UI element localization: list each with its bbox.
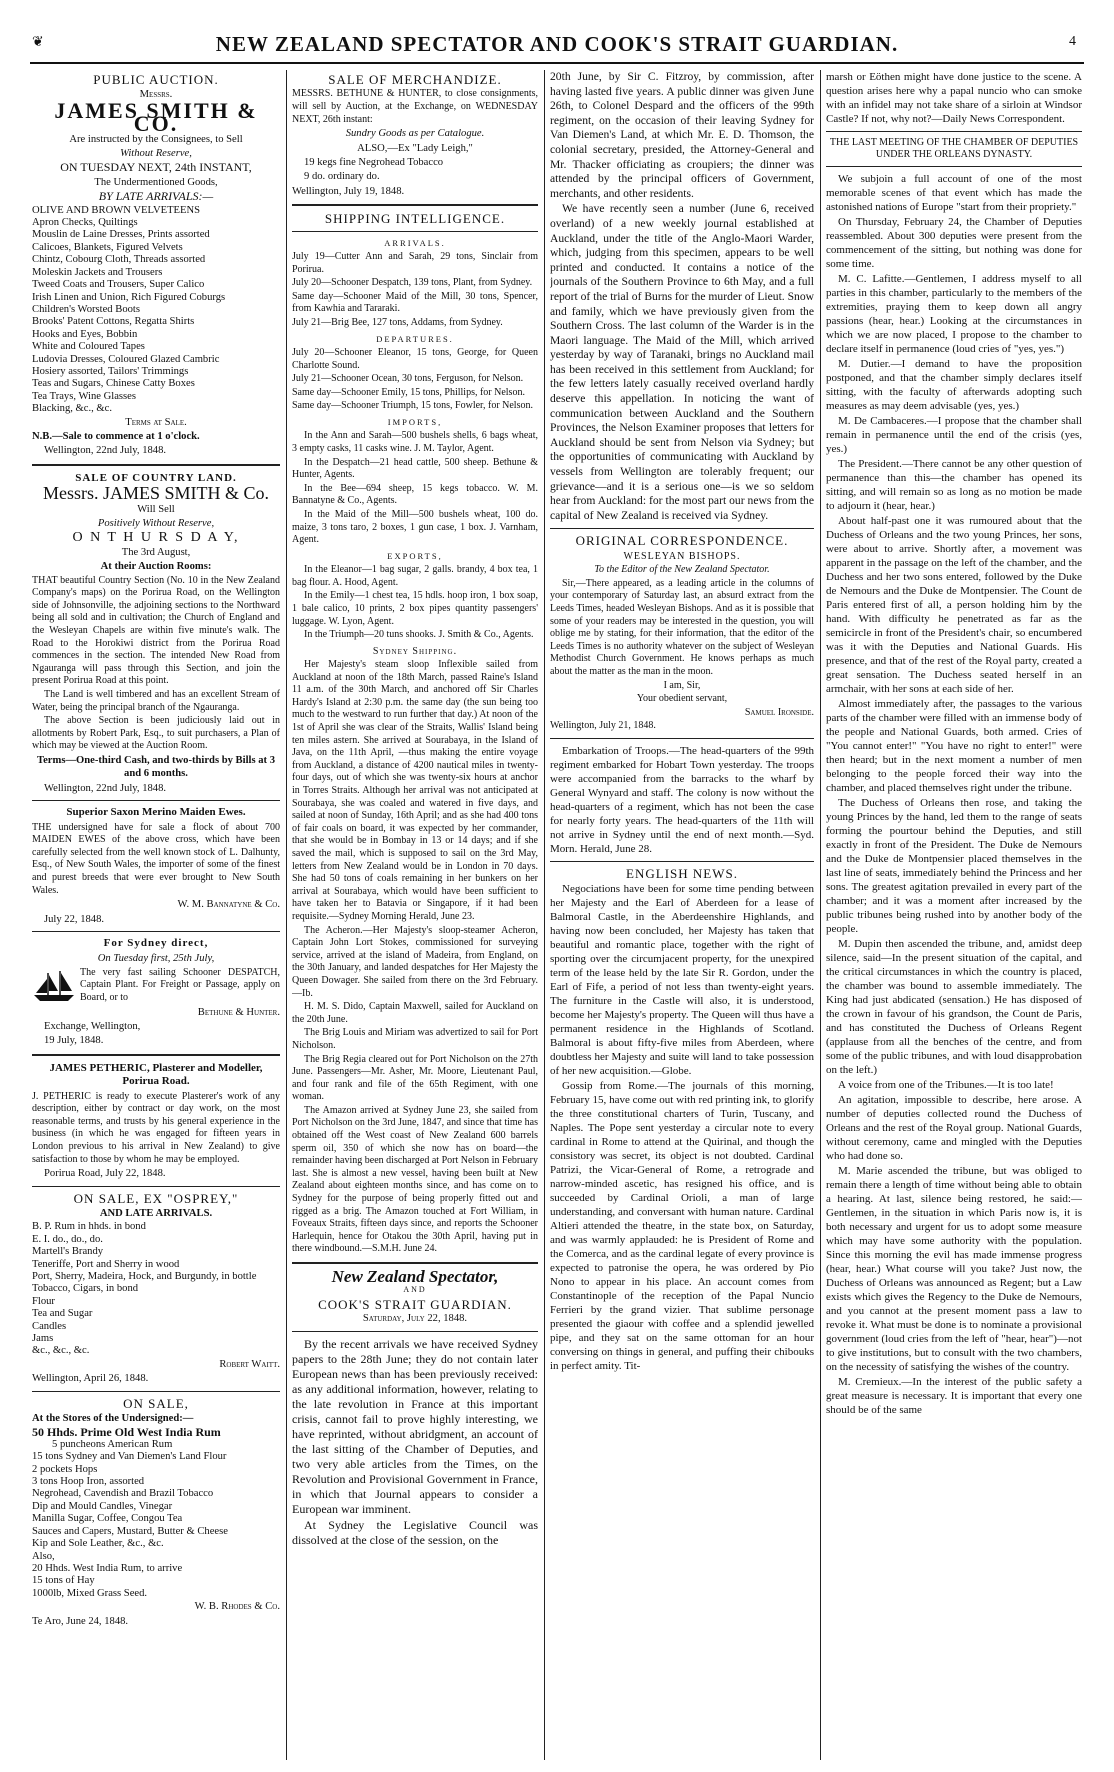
list-item: E. I. do., do., do.	[32, 1233, 103, 1245]
letter-text: Sir,—There appeared, as a leading article in the columns of your contemporary of Saturday last, an absurd extract from the Leeds Times, headed Wesleyan Bishops. And as it is possible that some of your readers may be interested in the question, you will oblige me by stating, for their information, that the editor of the Leeds Times is no authority whatever on the subject of Wesleyan Methodist Church Government. He knows perhaps as much about the matter as the man in the moon.	[550, 577, 814, 677]
list-item: Hosiery assorted, Tailors' Trimmings	[32, 365, 189, 377]
arrivals-heading: ARRIVALS.	[384, 237, 446, 248]
divider	[32, 1391, 280, 1392]
list-item: In the Ann and Sarah—500 bushels shells, 6 bags wheat, 3 empty casks, 11 casks wine. J. M. Taylor, Agent.	[292, 430, 538, 454]
merchandize-heading: SALE OF MERCHANDIZE.	[328, 72, 502, 87]
list-item: Brooks' Patent Cottons, Regatta Shirts	[32, 316, 195, 328]
list-item: July 20—Schooner Eleanor, 15 tons, George, for Queen Charlotte Sound.	[292, 347, 538, 371]
news-item: The Acheron.—Her Majesty's sloop-steamer Acheron, Captain John Lort Stokes, commissioned for surveying service, arrived at the island of Madeira, from England, on the 30th January, and landed despatches for Her Majesty the Queen Dowager. She sailed from there on the 3rd February.—Ib.	[292, 924, 538, 999]
list-item: Negrohead, Cavendish and Brazil Tobacco	[32, 1488, 214, 1500]
list-item: Tweed Coats and Trousers, Super Calico	[32, 279, 205, 291]
letter-signature: Samuel Ironside.	[744, 706, 814, 718]
column-3	[550, 70, 814, 1760]
list-item: 50 Hhds. Prime Old West India Rum	[32, 1425, 221, 1440]
land-description: THAT beautiful Country Section (No. 10 in the New Zealand Company's maps) on the Porirua Road, on the Wellington side of Johnsonville, the adjoining sections to the Northward being all sold and in cultivation; the Church of England and the Wesleyan Chapels are within five minute's walk. The Road to the Horokiwi district from the Porirua Road commences in the section. The intended New Road from Ngauranga will pass through this Section, and join the present Porirua Road at this point.	[32, 574, 280, 687]
report-paragraph: The President.—There cannot be any other question of permanence than this—the chamber has opened its sitting, and will remain so as long as no motion be made to adjourn it (hear, hear.)	[826, 458, 1082, 512]
chamber-heading: THE LAST MEETING OF THE CHAMBER OF DEPUTIES UNDER THE ORLEANS DYNASTY.	[829, 137, 1079, 160]
news-item: The Brig Louis and Miriam was advertized to sail for Port Nicholson.	[292, 1027, 538, 1051]
positively: Positively Without Reserve,	[97, 518, 215, 529]
list-item: Tea and Sugar	[32, 1308, 93, 1320]
petheric-heading: JAMES PETHERIC, Plasterer and Modeller, Porirua Road.	[49, 1061, 263, 1088]
list-item: 1000lb, Mixed Grass Seed.	[32, 1587, 148, 1599]
divider	[292, 1262, 538, 1264]
page-title: NEW ZEALAND SPECTATOR AND COOK'S STRAIT GUARDIAN.	[215, 32, 899, 56]
paper-title: New Zealand Spectator,	[331, 1267, 499, 1286]
paper-and: AND	[403, 1285, 427, 1295]
list-item: Tobacco, Cigars, in bond	[32, 1283, 139, 1295]
list-item: In the Triumph—20 tuns shooks. J. Smith & Co., Agents.	[304, 629, 534, 641]
late-arrivals: BY LATE ARRIVALS:—	[98, 189, 214, 204]
ewes-heading: Superior Saxon Merino Maiden Ewes.	[66, 806, 246, 819]
merchandize-text: MESSRS. BETHUNE & HUNTER, to close consignments, will sell by Auction, at the Exchange, on WEDNESDAY NEXT, 26th instant:	[292, 88, 538, 125]
news-text: Gossip from Rome.—The journals of this morning, February 15, have come out with red printing ink, to glorify the three constitutional charters of Turin, Tuscany, and Naples. The Pope sent yesterday a circular note to every cardinal in Rome to attend at the Quirinal, and though the consistory was secret, its object is not doubted. Cardinal Patrizi, the Vicar-General of Rome, a retrograde and narrow-minded ascetic, has resigned his office, and is succeeded by Cardinal Orioli, a man of large understanding, and conversant with human nature. Cardinal Altieri attended the theatre, in the state box, on Saturday, and was warmly applauded: he is President of Rome and the Comerca, and as the cardinal legate of every province is expected to patronise the opera, he was ordered by Pio Nono to appear in his place. An account comes from Constantinople of the reception of the Papal Nuncio Ferrieri by the grand vizier. That sublime personage presented the giaour with coffee and a splendid jewelled pipe, and they sat on the same ottoman for an hour conversing on things in general, and puffing their chibouks in perfect amity. Tit-	[550, 1080, 814, 1373]
list-item: Moleskin Jackets and Trousers	[32, 266, 163, 278]
divider	[292, 231, 538, 232]
correspondence-heading: ORIGINAL CORRESPONDENCE.	[575, 533, 789, 549]
exports-list	[292, 564, 538, 642]
list-item: Irish Linen and Union, Rich Figured Coburgs	[32, 291, 226, 303]
list-item: 15 tons of Hay	[32, 1575, 95, 1587]
letter-sign: I am, Sir,	[663, 679, 701, 691]
list-item: Sauces and Capers, Mustard, Butter & Cheese	[32, 1525, 228, 1537]
petheric-text: J. PETHERIC is ready to execute Plasterer's work of any description, either by contract or day work, on the most reasonable terms, and trusts by his general experience in the business (in which he was engaged for fifteen years in London previous to his arrival in New Zealand) to give satisfaction to those by whom he may be employed.	[32, 1090, 280, 1165]
list-item: In the Bee—694 sheep, 15 kegs tobacco. W. M. Bannatyne & Co., Agents.	[292, 482, 538, 507]
merchandize-goods: Sundry Goods as per Catalogue.	[345, 128, 485, 140]
column-divider	[286, 70, 287, 1760]
list-item: B. P. Rum in hhds. in bond	[32, 1221, 146, 1233]
divider	[32, 1186, 280, 1187]
list-item: &c., &c., &c.	[32, 1345, 90, 1357]
messrs-label: Messrs.	[139, 89, 173, 101]
report-paragraph: The Duchess of Orleans then rose, and taking the young Princes by the hand, led them to the range of seats forming the pourtour behind the Deputies, and still exactly in front of the President. The Duke de Nemours and the Duke de Montpensier placed themselves in the last line of seats, immediately behind the Princess and her sons. The greatest agitation prevailed in every part of the chamber; and it was a moment after increased by the public tribunes being rushed into by another body of the people.	[826, 797, 1082, 935]
list-item: July 20—Schooner Despatch, 139 tons, Plant, from Sydney.	[292, 277, 533, 289]
divider	[826, 166, 1082, 167]
osprey-heading: ON SALE, EX "OSPREY,"	[73, 1190, 239, 1206]
list-item: In the Despatch—21 head cattle, 500 sheep. Bethune & Hunter, Agents.	[292, 456, 538, 481]
departures-heading: DEPARTURES.	[376, 333, 454, 344]
imports-heading: IMPORTS,	[387, 416, 443, 427]
news-item: The Amazon arrived at Sydney June 23, she sailed from Port Nicholson on the 3rd June, 1847, and since that time has obtained off the West coast of New Zealand 600 barrels sperm oil, 350 of which she now has on board—the remainder having been discharged at Port Nelson in February last. She is almost a new vessel, having been built at New Zealand about eighteen months since, and has come on to Sydney for the purpose of being properly fitted out and rigged as a brig. The Amazon touched at Fort William, in Foveaux Straits, fifteen days since, and reports the Schooner Harlequin, hence for Otakou the 30th April, having put in there windbound.—S.M.H. June 24.	[292, 1104, 538, 1255]
to-editor: To the Editor of the New Zealand Spectator.	[594, 564, 770, 576]
auction-reserve: Without Reserve,	[120, 148, 192, 160]
list-item: July 21—Schooner Ocean, 30 tons, Ferguson, for Nelson.	[292, 373, 524, 385]
masthead	[30, 28, 1084, 64]
list-item: Children's Worsted Boots	[32, 303, 140, 315]
dateline: Wellington, 22nd July, 1848.	[44, 445, 167, 457]
land-heading: SALE OF COUNTRY LAND.	[75, 471, 237, 484]
news-item: H. M. S. Dido, Captain Maxwell, sailed for Auckland on the 20th June.	[292, 1001, 538, 1025]
news-item: Her Majesty's steam sloop Inflexible sailed from Auckland at noon of the 18th March, passed Raine's Island 11 a.m. of the 30th March, and anchored off Sir Charles Hardy's Island at 2:30 p.m. the same day (the sun being too much to the westward to run further that day.) At noon of the 1st of April she was clear of the Straits, Wallis' Island being ten miles astern. She arrived at Sourabaya, in the Island of Java, on the 11th April, —thus making the entire voyage from Auckland, a distance of 4200 nautical miles in twenty-four days, out of which she was twenty-six hours at anchor in Torres Straits. Although her arrival was not anticipated at Sourabaya, she was coaled and watered in five days, and sailed at noon of Sunday, 16th April; and as she had 400 tons of fair coals on board, it was expected by her commander, that she would be in Bombay in 13 or 14 days; and if she saved the mail, which is supposed to sail on the 3rd May, letters from New Zealand would be in London in 70 days. She had 50 tons of coals remaining in her bunkers on her arrival at Sourabaya, which would have been sufficient to have taken her to Batavia or Singapore, if it had been requisite.—Sydney Morning Herald, June 23.	[292, 659, 538, 922]
dateline: Wellington, July 19, 1848.	[292, 185, 405, 197]
list-item: Tea Trays, Wine Glasses	[32, 390, 136, 402]
dateline: Te Aro, June 24, 1848.	[32, 1615, 129, 1627]
divider	[550, 861, 814, 862]
report-paragraph: M. Cremieux.—In the interest of the public safety a great measure is necessary. It is important that every one should be of the same	[826, 1376, 1082, 1416]
list-item: Teas and Sugars, Chinese Catty Boxes	[32, 378, 195, 390]
report-paragraph: M. C. Lafitte.—Gentlemen, I address myself to all parties in this chamber, particularly to the members of the extremities, praying them to keep down all angry passions (hear, hear.) Looking at the circumstances in which we are now placed, I propose to the chamber to declare itself in permanence (loud cries of "yes, yes.")	[826, 273, 1082, 355]
dateline: Wellington, July 21, 1848.	[550, 720, 656, 732]
auctioneer-name: JAMES SMITH & CO.	[54, 97, 258, 137]
report-paragraph: An agitation, impossible to describe, here arose. A number of deputies collected round the Duchess of Orleans and the rest of the Royal group. National Guards, without ceremony, came and mingled with the Deputies who had done so.	[826, 1094, 1082, 1162]
report-paragraph: On Thursday, February 24, the Chamber of Deputies reassembled. About 300 deputies were present from the commencement of the sitting, but nothing was done for some time.	[826, 216, 1082, 270]
list-item: July 19—Cutter Ann and Sarah, 29 tons, Sinclair from Porirua.	[292, 251, 538, 275]
onsale-sub: At the Stores of the Undersigned:—	[32, 1413, 194, 1425]
sale-day: O N T H U R S D A Y,	[72, 530, 240, 546]
list-item: 2 pockets Hops	[32, 1463, 98, 1475]
onsale-list	[32, 1426, 280, 1600]
ornament-icon: ❦	[32, 35, 44, 50]
list-item: 3 tons Hoop Iron, assorted	[32, 1476, 145, 1488]
land-terms: Terms—One-third Cash, and two-thirds by Bills at 3 and 6 months.	[37, 754, 275, 780]
list-item: Kip and Sole Leather, &c., &c.	[32, 1538, 164, 1550]
onsale-signature: W. B. Rhodes & Co.	[194, 1601, 280, 1613]
list-item: Teneriffe, Port and Sherry in wood	[32, 1258, 180, 1270]
editorial-text: At Sydney the Legislative Council was dissolved at the close of the session, on the	[292, 1517, 538, 1547]
auction-goods-intro: The Undermentioned Goods,	[94, 176, 218, 188]
news-item: The Brig Regia cleared out for Port Nicholson on the 27th June. Passengers—Mr. Asher, Mr. Moore, Lieutenant Paul, and four rank and file of the 65th Regiment, with one woman.	[292, 1053, 538, 1103]
sale-place: At their Auction Rooms:	[100, 561, 212, 573]
will-sell: Will Sell	[137, 503, 175, 515]
letter-sign: Your obedient servant,	[636, 693, 728, 705]
editorial-text: We have recently seen a number (June 6, received overland) of a new weekly journal established at Auckland, under the title of the Anglo-Maori Warder, which, judging from this specimen, appears to be well printed and conducted. It contains a notice of the journals of the Southern Province to 6th May, and a full report of the trial of Burns for the murder of Lieut. Snow and family, which we have previously given from the Southern Cross. The last column of the Warder is in the Maori language. The Maid of the Mill, which arrived yesterday by way of Taranaki, brings no Auckland mail has been received in this settlement from Auckland; for the few letters lately casually received overland hardly deserve this appellation. In noticing the want of communication between Auckland and the Southern Provinces, the Nelson Examiner proposes that letters for Auckland should be sent from Nelson via Sydney; but the opportunities of communicating with Auckland by vessels from Wellington are tolerably frequent; our grievance—and it is a serious one—is we so seldom hear from Auckland: for the most part our news from the capital of New Zealand is received via Sydney.	[550, 202, 814, 522]
report-paragraph: M. De Cambaceres.—I propose that the chamber shall remain in permanence until the end of the crisis (yes, yes.)	[826, 415, 1082, 455]
column-divider	[820, 70, 821, 1760]
list-item: Port, Sherry, Madeira, Hock, and Burgundy, in bottle	[32, 1270, 257, 1282]
osprey-list	[32, 1221, 280, 1357]
list-item: OLIVE AND BROWN VELVETEENS	[32, 204, 201, 216]
dateline: Wellington, 22nd July, 1848.	[44, 782, 167, 794]
divider	[32, 800, 280, 801]
auction-heading: PUBLIC AUCTION.	[93, 72, 219, 87]
sydney-shipping	[292, 659, 538, 1256]
troops-text: Embarkation of Troops.—The head-quarters of the 99th regiment embarked for Hobart Town yesterday. The troops were accompanied from the barracks to the wharf by General Wynyard and staff. The colony is now without the head-quarters of a regiment, which has not been the case for nearly forty years. The head-quarters of the 11th will not arrive in Sydney until the end of next month.—Syd. Morn. Herald, June 28.	[550, 744, 814, 855]
divider	[292, 204, 538, 206]
sydney-signature: Bethune & Hunter.	[197, 1006, 280, 1018]
list-item: Martell's Brandy	[32, 1246, 104, 1258]
list-item: 20 Hhds. West India Rum, to arrive	[32, 1562, 183, 1574]
list-item: 5 puncheons American Rum	[52, 1438, 173, 1450]
list-item: Same day—Schooner Emily, 15 tons, Phillips, for Nelson.	[292, 386, 525, 398]
auction-date: ON TUESDAY NEXT, 24th INSTANT,	[60, 160, 252, 175]
list-item: Candles	[32, 1320, 67, 1332]
list-item: July 21—Brig Bee, 127 tons, Addams, from Sydney.	[292, 317, 503, 328]
divider	[550, 738, 814, 739]
list-item: Same day—Schooner Maid of the Mill, 30 tons, Spencer, from Kawhia and Tararaki.	[292, 290, 538, 315]
departures-list	[292, 347, 538, 413]
dateline: 19 July, 1848.	[44, 1035, 104, 1047]
column-2	[292, 70, 538, 1760]
merchandize-also: ALSO,—Ex "Lady Leigh,"	[357, 142, 473, 154]
list-item: In the Eleanor—1 bag sugar, 2 galls. brandy, 4 box tea, 1 bag flour. A. Hood, Agent.	[292, 564, 538, 588]
ewes-text: THE undersigned have for sale a flock of about 700 MAIDEN EWES of the above cross, which have been carefully selected from the well known stock of L. Dalhunty, Esq., of New South Wales, the importer of some of the finest and purest breeds that were ever brought to New South Wales.	[32, 821, 280, 896]
paper-date: Saturday, July 22, 1848.	[362, 1313, 468, 1325]
column-4	[826, 70, 1082, 1760]
editorial-text: By the recent arrivals we have received Sydney papers to the 28th June; they do not contain later European news than has been previously received: as any additional information, however, relating to the late revolution in France at this important crisis, cannot fail to prove highly interesting, we have reprinted, without abridgment, an account of the last sitting of the Chamber of Deputies, and two very able articles from the Times, on the Revolution and Provisional Government in France, in which that Journal appears to consider a European war imminent.	[292, 1336, 538, 1516]
wesleyan-heading: WESLEYAN BISHOPS.	[623, 550, 741, 562]
report-paragraph: M. Marie ascended the tribune, but was obliged to remain there a length of time without being able to obtain a hearing. At last, silence being restored, he said:—Gentlemen, in the situation in which Paris now is, it is both necessary and urgent for us to adopt some measure which may have some authority with the population. Since this morning the evil has made immense progress (hear, hear.) What course will you take? Just now, the Duchess of Orleans was announced as Regent; but a Law exists which gives the Regency to the Duke de Nemours, and you cannot at the present moment pass a law to revoke it. What must be done is to nominate a provisional government (loud cries from the left of "hear, hear")—not to give institutions, but to consult with the two chambers, on the necessity of satisfying the wishes of the country.	[826, 1165, 1082, 1373]
news-text: marsh or Eöthen might have done justice to the scene. A question arises here why a papal nuncio who can smoke with an infidel may not take share of a sirloin at Windsor Castle? If not, why not?—Daily News Correspondent.	[826, 71, 1082, 125]
list-item: Same day—Schooner Triumph, 15 tons, Fowler, for Nelson.	[292, 400, 533, 412]
list-item: Also,	[32, 1550, 55, 1562]
sydney-shipping-heading: Sydney Shipping.	[372, 645, 458, 657]
list-item: Ludovia Dresses, Coloured Glazed Cambric	[32, 353, 220, 365]
dateline: Exchange, Wellington,	[44, 1020, 141, 1032]
auction-instruction: Are instructed by the Consignees, to Sell	[69, 133, 243, 145]
paper-subtitle: COOK'S STRAIT GUARDIAN.	[318, 1296, 512, 1312]
report-paragraph: M. Dutier.—I demand to have the proposition postponed, and that the chamber simply declares itself sitting, with the faculty of afterwards adopting such measures as may deem advisable (yes, yes.)	[826, 358, 1082, 412]
report-paragraph: A voice from one of the Tribunes.—It is too late!	[838, 1079, 1054, 1091]
list-item: Jams	[32, 1333, 54, 1344]
divider	[826, 131, 1082, 132]
list-item: Blacking, &c., &c.	[32, 403, 113, 415]
land-allotments: The above Section is been judiciously laid out in allotments by Robert Park, Esq., to suit purchasers, a Plan of which may be viewed at the Auction Room.	[32, 715, 280, 752]
list-item: Flour	[32, 1295, 55, 1307]
osprey-signature: Robert Waitt.	[219, 1358, 280, 1370]
list-item: Hooks and Eyes, Bobbin	[32, 328, 138, 340]
dateline: Porirua Road, July 22, 1848.	[44, 1168, 166, 1180]
list-item: Dip and Mould Candles, Vinegar	[32, 1500, 173, 1512]
column-divider	[544, 70, 545, 1760]
osprey-sub: AND LATE ARRIVALS.	[99, 1207, 213, 1219]
report-paragraph: Almost immediately after, the passages to the various parts of the chamber were filled with an immense body of the people and National Guards, both armed. Cries of "You cannot enter!" "You have no right to enter!" were then heard; but in the next moment a number of men belonging to the people forced their way into the chamber, and placed themselves right under the tribune.	[826, 698, 1082, 794]
list-item: White and Coloured Tapes	[32, 341, 145, 353]
list-item: Chintz, Cobourg Cloth, Threads assorted	[32, 254, 206, 266]
exports-heading: EXPORTS,	[387, 550, 443, 561]
english-news-heading: ENGLISH NEWS.	[626, 865, 738, 881]
merchandize-line: 19 kegs fine Negrohead Tobacco	[304, 157, 444, 168]
list-item: Mouslin de Laine Dresses, Prints assorted	[32, 229, 210, 241]
divider	[32, 464, 280, 466]
sydney-date: On Tuesday first, 25th July,	[97, 953, 215, 965]
imports-list	[292, 430, 538, 546]
report-paragraph: M. Dupin then ascended the tribune, and, amidst deep silence, said—In the present situation of the capital, and the critical circumstances in which the country is placed, the chamber was bound to assemble immediately. The King had just abdicated (sensation.) He has disposed of the crown in favour of his grandson, the Count de Paris, and has constituted the Duchess of Orleans Regent (applause from all the benches of the centre, and from some of the public tribunes, and with loud disapprobation on the left.)	[826, 938, 1082, 1076]
land-water: The Land is well timbered and has an excellent Stream of Water, being the principal branch of the Ngauranga.	[32, 688, 280, 713]
list-item: In the Emily—1 chest tea, 15 hdls. hoop iron, 1 box soap, 1 bale calico, 10 prints, 2 box pipes quantity passengers' luggage. W. Lyon, Agent.	[292, 590, 538, 627]
arrivals-list	[292, 251, 538, 330]
ewes-signature: W. M. Bannatyne & Co.	[177, 899, 280, 911]
list-item: In the Maid of the Mill—500 bushels wheat, 100 do. maize, 3 tons taro, 2 boxes, 1 gun case, 1 box. J. Varnham, Agent.	[292, 508, 538, 546]
merchandize-line: 9 do. ordinary do.	[304, 171, 380, 183]
sydney-heading: For Sydney direct,	[103, 936, 209, 949]
goods-list	[32, 205, 280, 416]
divider	[292, 1331, 538, 1332]
list-item: 15 tons Sydney and Van Diemen's Land Flour	[32, 1451, 227, 1463]
land-firm: Messrs. JAMES SMITH & Co.	[42, 483, 270, 504]
divider	[32, 931, 280, 932]
dateline: July 22, 1848.	[44, 913, 105, 925]
shipping-heading: SHIPPING INTELLIGENCE.	[324, 211, 506, 227]
chamber-report	[826, 172, 1082, 1417]
column-1	[32, 70, 280, 1760]
editorial-text: 20th June, by Sir C. Fitzroy, by commission, after having lasted five years. A public dinner was given June 26th, to Colonel Despard and the officers of the 99th regiment, on the occasion of their leaving Sydney for Van Diemen's Land, at which Mr. E. D. Thomson, the colonial secretary, presided, the Attorney-General and Mr. Thacker officiating as croupiers; the dinner was attended by the principal officers of Government, merchants, and other residents.	[550, 70, 814, 200]
ship-icon	[32, 969, 76, 1003]
report-paragraph: About half-past one it was rumoured about that the Duchess of Orleans and the two young Princes, her sons, were about to arrive. Shortly after, a movement was apparent in the passage on the left of the chamber, and the Duchess and her two sons entered, followed by the Duke de Nemours and the Duke de Montpensier. The Count de Paris entered first of all, a person holding him by the hand. With difficulty he penetrated as far as the semicircle in front of the President's chair, so encumbered was it with the Deputies and National Guards. His presence, and that of the rest of the Royal party, created a great sensation. The Duchess seated herself in an armchair, with her sons at each side of her.	[826, 515, 1082, 695]
divider	[32, 1054, 280, 1056]
page-number: 4	[1069, 34, 1076, 49]
onsale-heading: ON SALE,	[123, 1395, 189, 1411]
terms-text: Terms at Sale.	[125, 416, 187, 428]
list-item: Manilla Sugar, Coffee, Congou Tea	[32, 1513, 183, 1525]
divider	[550, 528, 814, 529]
sydney-text: The very fast sailing Schooner DESPATCH, Captain Plant. For Freight or Passage, apply on Board, or to	[80, 966, 280, 1003]
sale-date: The 3rd August,	[121, 546, 191, 558]
dateline: Wellington, April 26, 1848.	[32, 1373, 149, 1385]
news-text: Negociations have been for some time pending between her Majesty and the Earl of Aberdeen for a lease of Balmoral Castle, in the Aberdeenshire Highlands, and having now been concluded, her Majesty has taken that beautiful and romantic place, together with the right of sporting over the circumjacent property, for the unexpired term of the lease held by the late Sir R. Gordon, under the Earl of Fife, a period of not less than twenty-eight years. The furniture in the Castle will also, it is understood, become her Majesty's property. The Queen will thus have a permanent residence in the Highlands of Scotland. Balmoral is about fifty-five miles from Aberdeen, where doubtless her Majesty and suite will land to take possession of her new acquisition.—Globe.	[550, 883, 814, 1078]
nb-note: N.B.—Sale to commence at 1 o'clock.	[32, 430, 200, 442]
list-item: Calicoes, Blankets, Figured Velvets	[32, 241, 183, 253]
report-paragraph: We subjoin a full account of one of the most memorable scenes of that event which has made the astonished nations of Europe "start from their propriety."	[826, 173, 1082, 213]
list-item: Apron Checks, Quiltings	[32, 217, 138, 229]
